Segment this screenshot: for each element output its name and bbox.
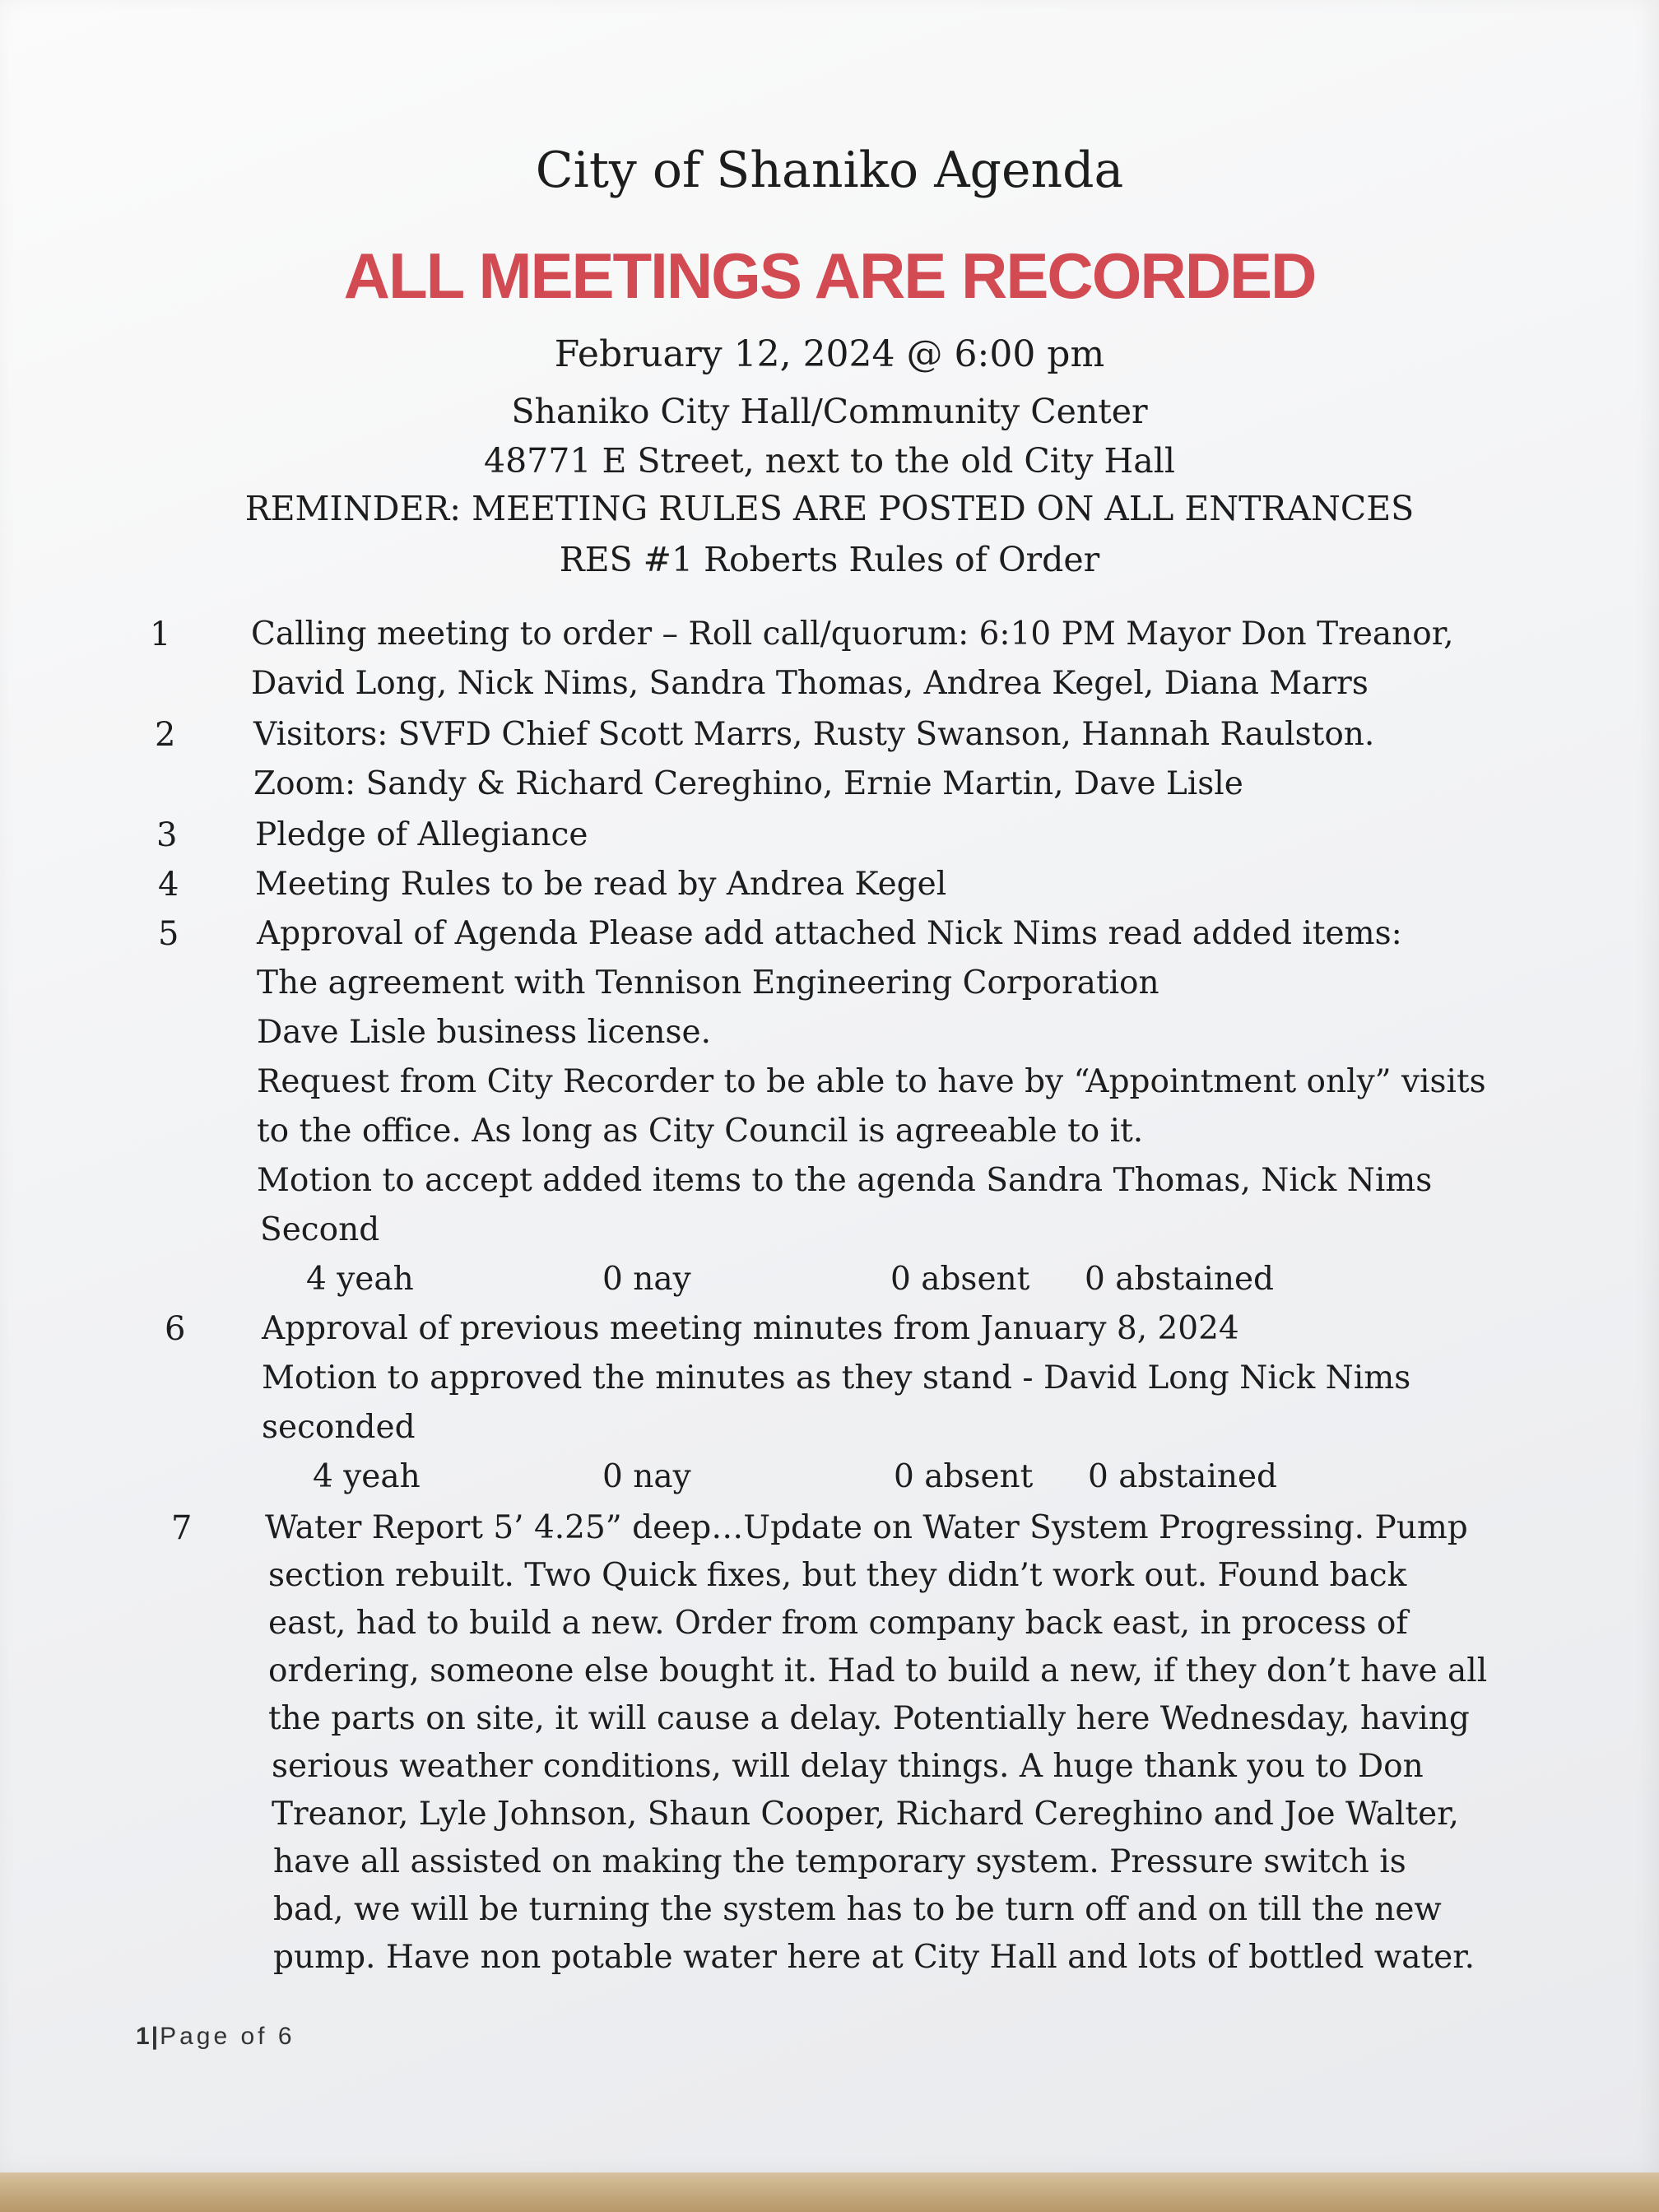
agenda-line: Meeting Rules to be read by Andrea Kegel — [255, 866, 947, 903]
item-number: 7 — [171, 1509, 193, 1547]
item-number: 5 — [158, 915, 179, 953]
agenda-line: Treanor, Lyle Johnson, Shaun Cooper, Richard Cereghino and Joe Walter, — [272, 1796, 1459, 1833]
agenda-line: ordering, someone else bought it. Had to build a new, if they don’t have all — [268, 1652, 1488, 1689]
page-label: Page of 6 — [160, 2023, 295, 2050]
page-number: 1 — [136, 2023, 151, 2050]
rules-reminder: REMINDER: MEETING RULES ARE POSTED ON ALL ENTRANCES — [244, 489, 1415, 528]
agenda-line: to the office. As long as City Council is agreeable to it. — [257, 1113, 1144, 1150]
recorded-banner: ALL MEETINGS ARE RECORDED — [343, 239, 1316, 312]
agenda-line: Approval of Agenda Please add attached Nick Nims read added items: — [257, 915, 1402, 952]
agenda-line: Request from City Recorder to be able to have by “Appointment only” visits — [257, 1063, 1486, 1100]
agenda-line: Visitors: SVFD Chief Scott Marrs, Rusty Swanson, Hannah Raulston. — [253, 716, 1375, 753]
agenda-line: Dave Lisle business license. — [257, 1014, 712, 1051]
vote-nay: 0 nay — [602, 1458, 691, 1495]
resolution-line: RES #1 Roberts Rules of Order — [559, 540, 1100, 579]
meeting-address: 48771 E Street, next to the old City Hall — [484, 441, 1175, 481]
agenda-line: Water Report 5’ 4.25” deep…Update on Water System Progressing. Pump — [265, 1509, 1468, 1546]
vote-yeah: 4 yeah — [306, 1261, 414, 1298]
meeting-date-time: February 12, 2024 @ 6:00 pm — [554, 333, 1105, 375]
page-separator: | — [151, 2023, 160, 2050]
agenda-line: east, had to build a new. Order from company back east, in process of — [268, 1605, 1408, 1642]
agenda-line: The agreement with Tennison Engineering Corporation — [257, 964, 1159, 1001]
agenda-line: David Long, Nick Nims, Sandra Thomas, Andrea Kegel, Diana Marrs — [251, 665, 1369, 702]
item-number: 1 — [150, 616, 171, 653]
agenda-line: section rebuilt. Two Quick fixes, but they didn’t work out. Found back — [268, 1557, 1407, 1594]
agenda-line: Pledge of Allegiance — [255, 816, 588, 853]
meeting-location: Shaniko City Hall/Community Center — [511, 392, 1148, 431]
agenda-line: Zoom: Sandy & Richard Cereghino, Ernie Martin, Dave Lisle — [253, 765, 1243, 802]
agenda-line: Motion to approved the minutes as they stand - David Long Nick Nims — [262, 1359, 1411, 1396]
agenda-line: serious weather conditions, will delay things. A huge thank you to Don — [272, 1748, 1424, 1785]
wooden-surface — [0, 2172, 1659, 2212]
vote-absent: 0 absent — [890, 1261, 1030, 1298]
item-number: 2 — [155, 716, 176, 754]
vote-nay: 0 nay — [602, 1261, 691, 1298]
agenda-line: Second — [260, 1211, 380, 1248]
item-number: 4 — [158, 866, 179, 904]
vote-yeah: 4 yeah — [313, 1458, 421, 1495]
agenda-line: the parts on site, it will cause a delay. Potentially here Wednesday, having — [268, 1700, 1470, 1737]
agenda-line: Approval of previous meeting minutes from January 8, 2024 — [262, 1310, 1239, 1347]
agenda-line: have all assisted on making the temporary system. Pressure switch is — [273, 1843, 1406, 1880]
item-number: 6 — [165, 1310, 186, 1348]
item-number: 3 — [156, 816, 178, 854]
vote-abstained: 0 abstained — [1088, 1458, 1278, 1495]
page-footer — [136, 2023, 295, 2051]
vote-absent: 0 absent — [894, 1458, 1034, 1495]
agenda-line: Motion to accept added items to the agenda Sandra Thomas, Nick Nims — [257, 1162, 1433, 1199]
vote-abstained: 0 abstained — [1085, 1261, 1275, 1298]
page-title: City of Shaniko Agenda — [535, 142, 1124, 199]
agenda-line: bad, we will be turning the system has to be turn off and on till the new — [273, 1891, 1442, 1928]
agenda-line: pump. Have non potable water here at City Hall and lots of bottled water. — [273, 1939, 1475, 1976]
agenda-line: seconded — [262, 1409, 416, 1446]
agenda-line: Calling meeting to order – Roll call/quorum: 6:10 PM Mayor Don Treanor, — [251, 616, 1454, 653]
